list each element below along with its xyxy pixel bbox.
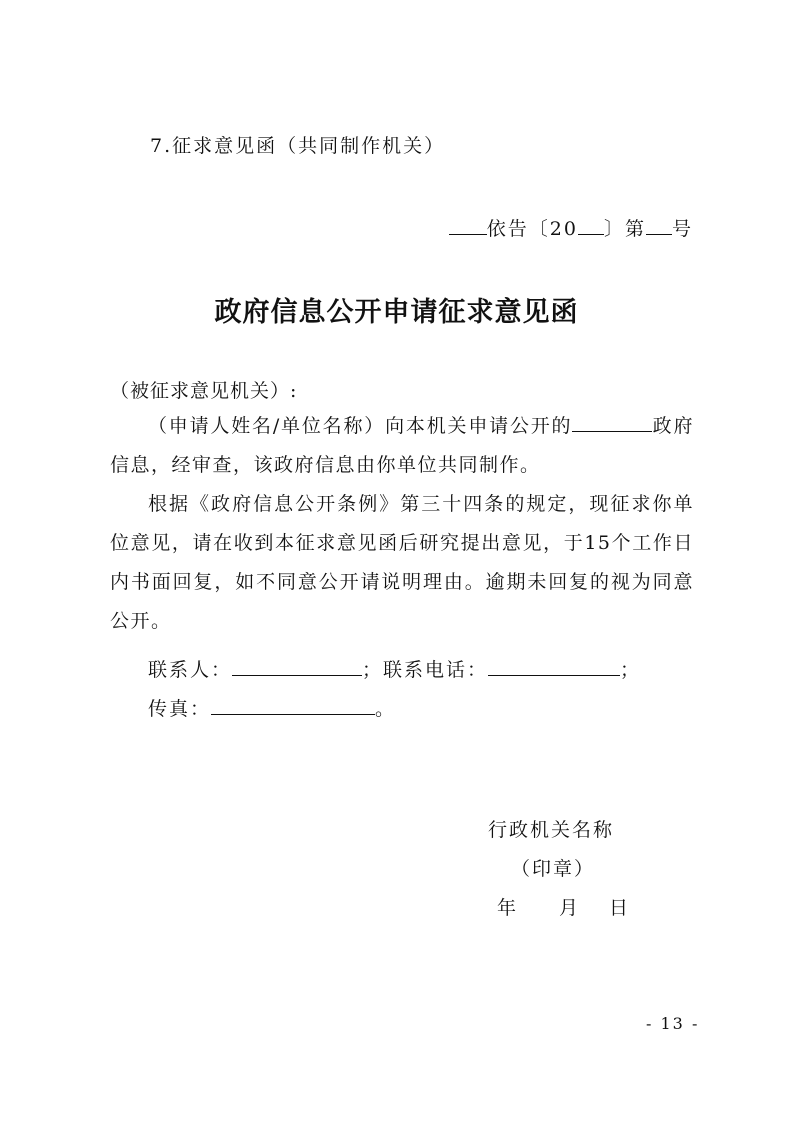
contact-person-blank [232, 657, 362, 676]
doc-number-close: 〕第 [603, 218, 646, 240]
section-label: 7.征求意见函（共同制作机关） [150, 135, 446, 157]
page-number: - 13 - [646, 1014, 700, 1033]
addressee: （被征求意见机关）: [110, 380, 298, 402]
doc-number-middle: 依告〔20 [486, 218, 578, 240]
page-title: 政府信息公开申请征求意见函 [214, 297, 579, 328]
paragraph-request-tail: 政府信息，经审查，该政府信息由你单位共同制作。 [110, 415, 694, 476]
paragraph-regulation: 根据《政府信息公开条例》第三十四条的规定，现征求你单位意见，请在收到本征求意见函后研究提出意见，于15个工作日内书面回复，如不同意公开请说明理由。逾期未回复的视为同意公开。 [110, 493, 694, 632]
contact-person-label: 联系人： [148, 659, 233, 681]
contact-end: ； [620, 659, 642, 681]
contact-separator: ； [362, 659, 384, 681]
signature-org: 行政机关名称 [488, 819, 615, 841]
year-blank [578, 216, 604, 235]
fax-label: 传真： [148, 698, 212, 720]
serial-blank [646, 216, 672, 235]
fax-line [148, 694, 396, 721]
document-number [449, 214, 693, 241]
signature-seal: （印章） [511, 858, 596, 880]
fax-blank [211, 696, 375, 715]
contact-line [148, 655, 641, 682]
contact-phone-blank [488, 657, 620, 676]
contact-phone-label: 联系电话： [383, 659, 489, 681]
fax-end: 。 [375, 698, 397, 720]
paragraph-request [110, 407, 694, 485]
issuer-blank [449, 216, 487, 235]
info-name-blank [572, 413, 652, 432]
signature-date: 年 月 日 [497, 897, 635, 919]
doc-number-suffix: 号 [671, 218, 693, 240]
paragraph-request-lead: （申请人姓名/单位名称）向本机关申请公开的 [148, 415, 573, 437]
